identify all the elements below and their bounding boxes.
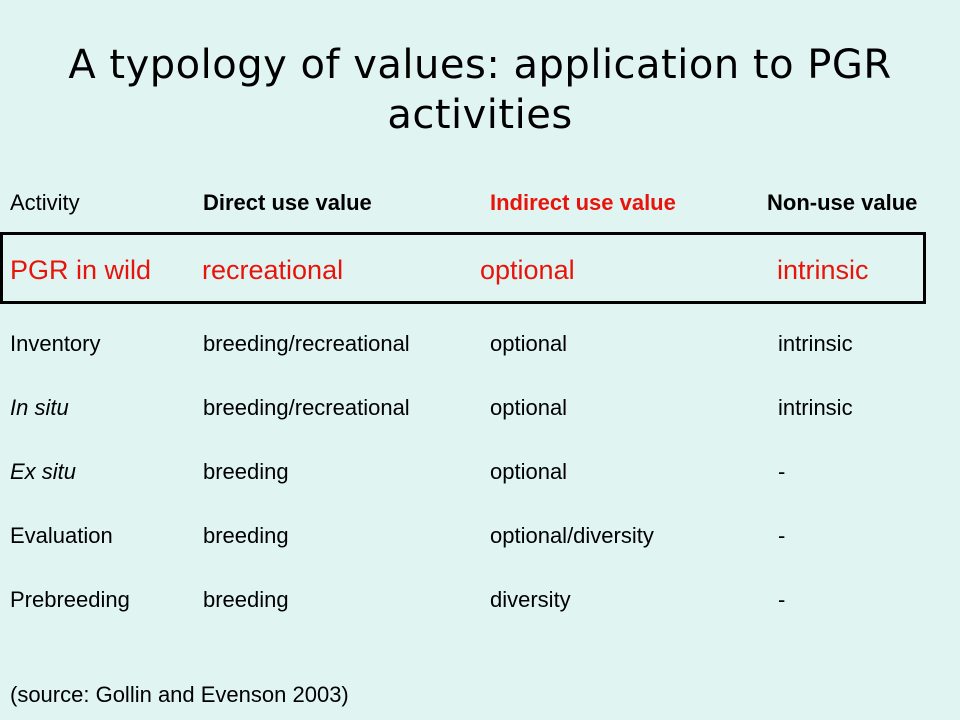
row-activity: Ex situ — [10, 459, 77, 484]
highlight-indirect: optional — [480, 255, 575, 285]
row-direct: breeding — [203, 523, 289, 548]
row-activity: Evaluation — [10, 523, 113, 548]
row-direct: breeding/recreational — [203, 331, 410, 356]
slide-title: A typology of values: application to PGR activities — [68, 42, 892, 138]
highlight-nonuse: intrinsic — [777, 255, 869, 285]
row-nonuse: - — [778, 587, 786, 612]
row-indirect: optional/diversity — [490, 523, 654, 548]
row-nonuse: - — [778, 459, 786, 484]
row-direct: breeding/recreational — [203, 395, 410, 420]
header-non-use-value: Non-use value — [767, 190, 918, 215]
highlight-activity: PGR in wild — [10, 255, 152, 285]
row-activity: Prebreeding — [10, 587, 130, 612]
source-note: (source: Gollin and Evenson 2003) — [10, 682, 349, 707]
row-direct: breeding — [203, 587, 289, 612]
row-activity: Inventory — [10, 331, 101, 356]
row-indirect: diversity — [490, 587, 571, 612]
row-nonuse: intrinsic — [778, 395, 853, 420]
row-nonuse: intrinsic — [778, 331, 853, 356]
row-activity: In situ — [10, 395, 69, 420]
row-direct: breeding — [203, 459, 289, 484]
row-indirect: optional — [490, 395, 568, 420]
highlight-direct: recreational — [202, 255, 344, 285]
row-indirect: optional — [490, 459, 568, 484]
header-indirect-use-value: Indirect use value — [490, 190, 676, 215]
header-direct-use-value: Direct use value — [203, 190, 372, 215]
row-indirect: optional — [490, 331, 568, 356]
row-nonuse: - — [778, 523, 786, 548]
header-activity: Activity — [10, 190, 80, 215]
